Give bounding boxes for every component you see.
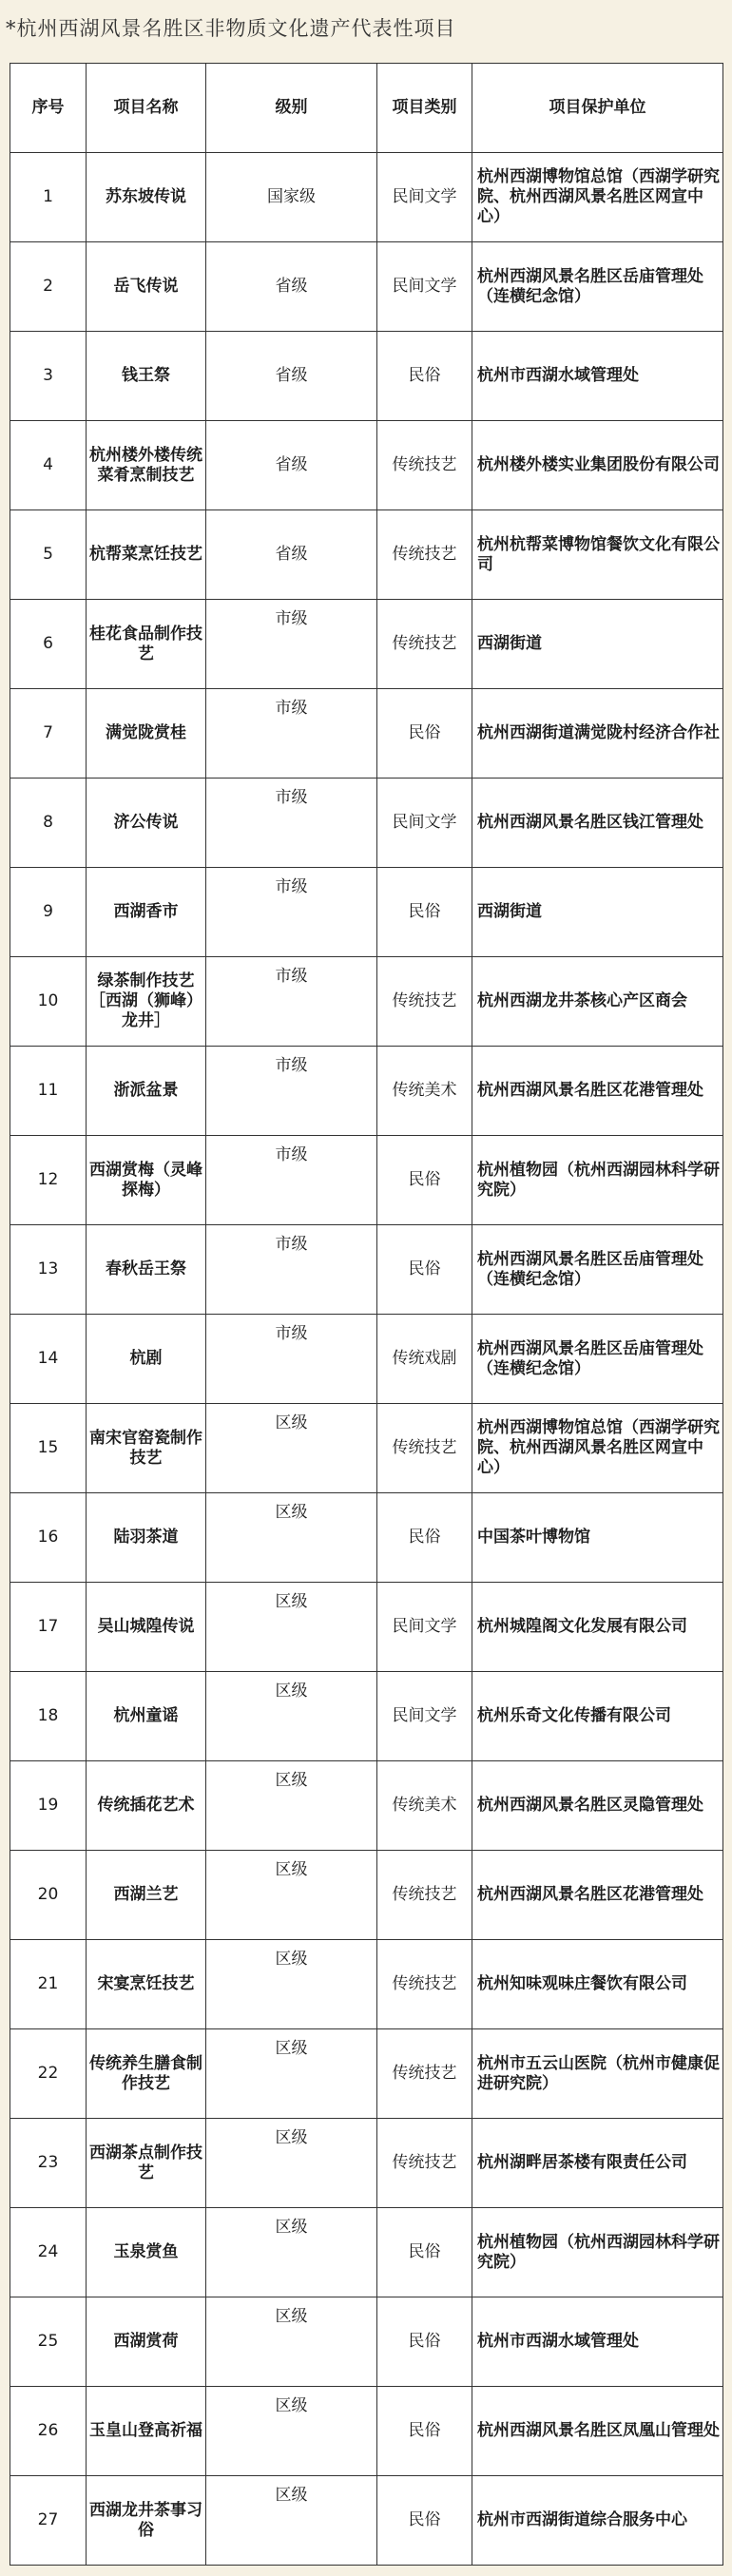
cell-name: 岳飞传说 xyxy=(87,242,206,332)
table-row xyxy=(10,600,723,689)
cell-level: 区级 xyxy=(206,2476,377,2566)
header-name: 项目名称 xyxy=(87,64,206,153)
cell-unit: 杭州西湖风景名胜区灵隐管理处 xyxy=(472,1761,723,1851)
cell-category: 民俗 xyxy=(377,1136,472,1225)
table-row xyxy=(10,1761,723,1851)
cell-name: 玉皇山登高祈福 xyxy=(87,2387,206,2476)
cell-category: 民间文学 xyxy=(377,1672,472,1761)
cell-no: 11 xyxy=(10,1047,87,1136)
cell-no: 21 xyxy=(10,1940,87,2029)
table-body xyxy=(10,153,723,2566)
cell-level: 省级 xyxy=(206,242,377,332)
cell-level: 市级 xyxy=(206,689,377,779)
cell-category: 传统技艺 xyxy=(377,421,472,510)
cell-level: 区级 xyxy=(206,2208,377,2297)
header-no: 序号 xyxy=(10,64,87,153)
page-title: *杭州西湖风景名胜区非物质文化遗产代表性项目 xyxy=(6,17,456,40)
cell-no: 5 xyxy=(10,510,87,600)
cell-level: 区级 xyxy=(206,1583,377,1672)
cell-unit: 杭州市西湖街道综合服务中心 xyxy=(472,2476,723,2566)
cell-category: 民俗 xyxy=(377,868,472,957)
table-row xyxy=(10,1404,723,1493)
cell-unit: 杭州城隍阁文化发展有限公司 xyxy=(472,1583,723,1672)
cell-no: 25 xyxy=(10,2297,87,2387)
cell-level: 市级 xyxy=(206,868,377,957)
header-unit: 项目保护单位 xyxy=(472,64,723,153)
cell-name: 西湖龙井茶事习俗 xyxy=(87,2476,206,2566)
table-row xyxy=(10,1493,723,1583)
cell-category: 民俗 xyxy=(377,1493,472,1583)
cell-unit: 杭州市西湖水域管理处 xyxy=(472,2297,723,2387)
cell-name: 杭剧 xyxy=(87,1315,206,1404)
cell-category: 民俗 xyxy=(377,2476,472,2566)
cell-no: 15 xyxy=(10,1404,87,1493)
cell-unit: 杭州乐奇文化传播有限公司 xyxy=(472,1672,723,1761)
cell-category: 传统技艺 xyxy=(377,2119,472,2208)
cell-no: 13 xyxy=(10,1225,87,1315)
table-row xyxy=(10,1225,723,1315)
cell-unit: 西湖街道 xyxy=(472,868,723,957)
table-row xyxy=(10,1583,723,1672)
cell-level: 市级 xyxy=(206,1225,377,1315)
cell-unit: 杭州西湖风景名胜区岳庙管理处（连横纪念馆） xyxy=(472,242,723,332)
cell-category: 民间文学 xyxy=(377,1583,472,1672)
table-header xyxy=(10,64,723,153)
cell-category: 传统技艺 xyxy=(377,1940,472,2029)
cell-name: 宋宴烹饪技艺 xyxy=(87,1940,206,2029)
table-row xyxy=(10,2297,723,2387)
cell-no: 8 xyxy=(10,779,87,868)
cell-unit: 杭州杭帮菜博物馆餐饮文化有限公司 xyxy=(472,510,723,600)
cell-no: 7 xyxy=(10,689,87,779)
cell-level: 市级 xyxy=(206,779,377,868)
cell-level: 区级 xyxy=(206,1493,377,1583)
cell-name: 西湖赏梅（灵峰探梅） xyxy=(87,1136,206,1225)
cell-unit: 杭州植物园（杭州西湖园林科学研究院） xyxy=(472,1136,723,1225)
cell-unit: 杭州市五云山医院（杭州市健康促进研究院） xyxy=(472,2029,723,2119)
cell-name: 西湖茶点制作技艺 xyxy=(87,2119,206,2208)
cell-unit: 杭州西湖龙井茶核心产区商会 xyxy=(472,957,723,1047)
cell-unit: 杭州西湖风景名胜区岳庙管理处（连横纪念馆） xyxy=(472,1315,723,1404)
cell-unit: 杭州知味观味庄餐饮有限公司 xyxy=(472,1940,723,2029)
cell-level: 区级 xyxy=(206,1672,377,1761)
cell-level: 市级 xyxy=(206,1315,377,1404)
cell-category: 传统美术 xyxy=(377,1761,472,1851)
cell-no: 4 xyxy=(10,421,87,510)
cell-unit: 中国茶叶博物馆 xyxy=(472,1493,723,1583)
cell-name: 苏东坡传说 xyxy=(87,153,206,242)
cell-no: 3 xyxy=(10,332,87,421)
cell-name: 西湖兰艺 xyxy=(87,1851,206,1940)
cell-no: 23 xyxy=(10,2119,87,2208)
cell-unit: 杭州植物园（杭州西湖园林科学研究院） xyxy=(472,2208,723,2297)
table-row xyxy=(10,421,723,510)
cell-no: 16 xyxy=(10,1493,87,1583)
cell-no: 26 xyxy=(10,2387,87,2476)
table-row xyxy=(10,957,723,1047)
cell-name: 吴山城隍传说 xyxy=(87,1583,206,1672)
cell-no: 1 xyxy=(10,153,87,242)
cell-name: 浙派盆景 xyxy=(87,1047,206,1136)
cell-unit: 杭州西湖风景名胜区花港管理处 xyxy=(472,1047,723,1136)
cell-category: 传统技艺 xyxy=(377,2029,472,2119)
table-row xyxy=(10,2029,723,2119)
cell-category: 传统技艺 xyxy=(377,510,472,600)
cell-level: 区级 xyxy=(206,1851,377,1940)
cell-level: 区级 xyxy=(206,2387,377,2476)
cell-no: 2 xyxy=(10,242,87,332)
table-row xyxy=(10,2119,723,2208)
cell-category: 民俗 xyxy=(377,2387,472,2476)
cell-no: 24 xyxy=(10,2208,87,2297)
cell-unit: 杭州西湖风景名胜区花港管理处 xyxy=(472,1851,723,1940)
cell-category: 民俗 xyxy=(377,689,472,779)
cell-no: 14 xyxy=(10,1315,87,1404)
cell-name: 钱王祭 xyxy=(87,332,206,421)
cell-unit: 杭州西湖博物馆总馆（西湖学研究院、杭州西湖风景名胜区网宣中心） xyxy=(472,1404,723,1493)
table-row xyxy=(10,868,723,957)
cell-no: 17 xyxy=(10,1583,87,1672)
cell-unit: 杭州楼外楼实业集团股份有限公司 xyxy=(472,421,723,510)
cell-level: 省级 xyxy=(206,332,377,421)
table-row xyxy=(10,1672,723,1761)
table-row xyxy=(10,332,723,421)
cell-category: 传统美术 xyxy=(377,1047,472,1136)
cell-no: 27 xyxy=(10,2476,87,2566)
table-row xyxy=(10,1940,723,2029)
cell-name: 杭州楼外楼传统菜肴烹制技艺 xyxy=(87,421,206,510)
cell-unit: 杭州西湖风景名胜区钱江管理处 xyxy=(472,779,723,868)
header-category: 项目类别 xyxy=(377,64,472,153)
cell-category: 传统技艺 xyxy=(377,600,472,689)
cell-level: 区级 xyxy=(206,1404,377,1493)
cell-name: 南宋官窑瓷制作技艺 xyxy=(87,1404,206,1493)
cell-no: 10 xyxy=(10,957,87,1047)
cell-no: 6 xyxy=(10,600,87,689)
cell-name: 玉泉赏鱼 xyxy=(87,2208,206,2297)
header-level: 级别 xyxy=(206,64,377,153)
cell-category: 民间文学 xyxy=(377,779,472,868)
header-row xyxy=(10,64,723,153)
cell-category: 民间文学 xyxy=(377,153,472,242)
cell-name: 桂花食品制作技艺 xyxy=(87,600,206,689)
cell-name: 春秋岳王祭 xyxy=(87,1225,206,1315)
cell-no: 18 xyxy=(10,1672,87,1761)
cell-level: 区级 xyxy=(206,2297,377,2387)
cell-unit: 杭州市西湖水域管理处 xyxy=(472,332,723,421)
cell-name: 绿茶制作技艺［西湖（狮峰）龙井］ xyxy=(87,957,206,1047)
cell-name: 陆羽茶道 xyxy=(87,1493,206,1583)
cell-category: 传统技艺 xyxy=(377,1851,472,1940)
cell-category: 传统技艺 xyxy=(377,957,472,1047)
table-row xyxy=(10,2476,723,2566)
cell-level: 省级 xyxy=(206,510,377,600)
table-row xyxy=(10,510,723,600)
cell-category: 传统戏剧 xyxy=(377,1315,472,1404)
cell-unit: 杭州西湖风景名胜区岳庙管理处（连横纪念馆） xyxy=(472,1225,723,1315)
cell-category: 民俗 xyxy=(377,332,472,421)
cell-category: 民俗 xyxy=(377,2208,472,2297)
cell-level: 市级 xyxy=(206,1047,377,1136)
table-row xyxy=(10,1851,723,1940)
cell-no: 20 xyxy=(10,1851,87,1940)
cell-no: 22 xyxy=(10,2029,87,2119)
cell-no: 19 xyxy=(10,1761,87,1851)
table-row xyxy=(10,2208,723,2297)
cell-unit: 杭州湖畔居茶楼有限责任公司 xyxy=(472,2119,723,2208)
cell-level: 区级 xyxy=(206,1761,377,1851)
cell-category: 民俗 xyxy=(377,2297,472,2387)
cell-level: 国家级 xyxy=(206,153,377,242)
table-row xyxy=(10,2387,723,2476)
cell-level: 区级 xyxy=(206,1940,377,2029)
cell-name: 西湖香市 xyxy=(87,868,206,957)
table-row xyxy=(10,1315,723,1404)
table-row xyxy=(10,1047,723,1136)
cell-category: 传统技艺 xyxy=(377,1404,472,1493)
heritage-table xyxy=(10,63,723,2566)
cell-level: 市级 xyxy=(206,600,377,689)
cell-level: 市级 xyxy=(206,1136,377,1225)
cell-category: 民俗 xyxy=(377,1225,472,1315)
table-row xyxy=(10,153,723,242)
cell-unit: 西湖街道 xyxy=(472,600,723,689)
cell-name: 杭帮菜烹饪技艺 xyxy=(87,510,206,600)
cell-level: 区级 xyxy=(206,2029,377,2119)
table-row xyxy=(10,1136,723,1225)
cell-level: 省级 xyxy=(206,421,377,510)
cell-name: 满觉陇赏桂 xyxy=(87,689,206,779)
cell-no: 12 xyxy=(10,1136,87,1225)
cell-unit: 杭州西湖街道满觉陇村经济合作社 xyxy=(472,689,723,779)
cell-unit: 杭州西湖风景名胜区凤凰山管理处 xyxy=(472,2387,723,2476)
cell-name: 传统插花艺术 xyxy=(87,1761,206,1851)
cell-level: 市级 xyxy=(206,957,377,1047)
cell-name: 杭州童谣 xyxy=(87,1672,206,1761)
cell-no: 9 xyxy=(10,868,87,957)
cell-name: 传统养生膳食制作技艺 xyxy=(87,2029,206,2119)
cell-name: 西湖赏荷 xyxy=(87,2297,206,2387)
cell-category: 民间文学 xyxy=(377,242,472,332)
cell-unit: 杭州西湖博物馆总馆（西湖学研究院、杭州西湖风景名胜区网宣中心） xyxy=(472,153,723,242)
table-row xyxy=(10,779,723,868)
cell-name: 济公传说 xyxy=(87,779,206,868)
cell-level: 区级 xyxy=(206,2119,377,2208)
table-row xyxy=(10,689,723,779)
table-row xyxy=(10,242,723,332)
